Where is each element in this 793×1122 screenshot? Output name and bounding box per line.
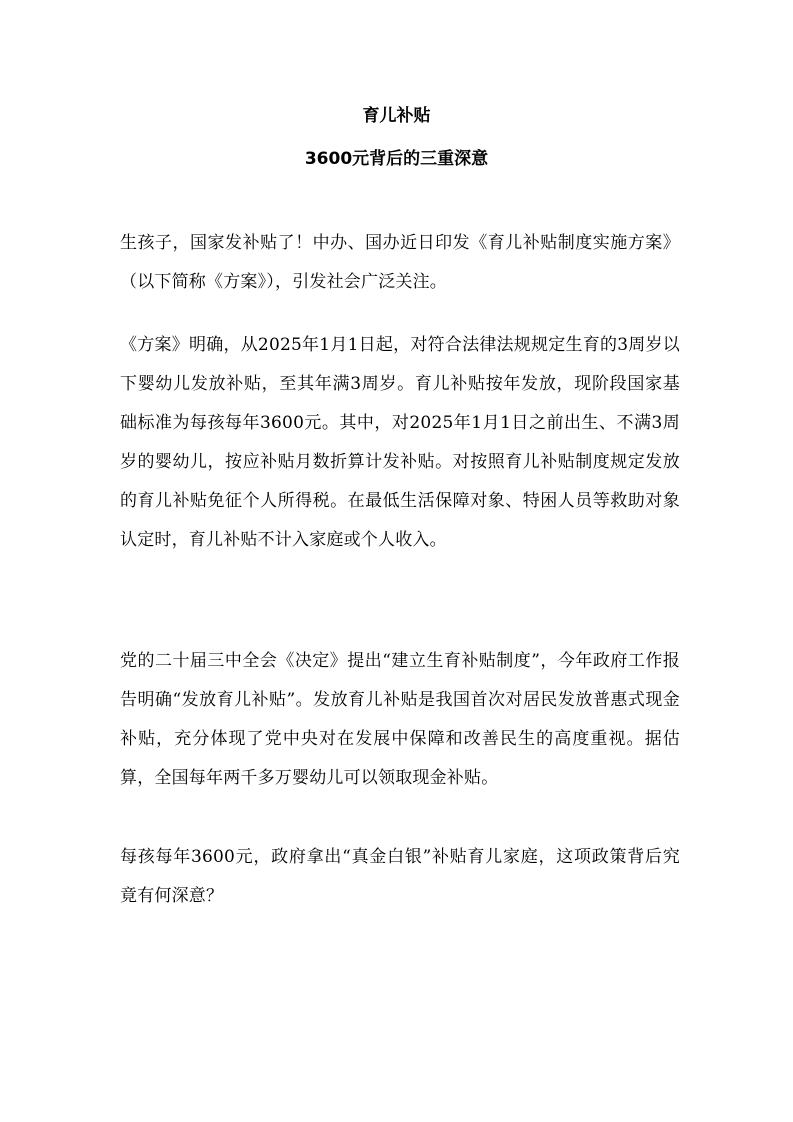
paragraph-background: 党的二十届三中全会《决定》提出“建立生育补贴制度”，今年政府工作报告明确“发放育儿补贴”。发放育儿补贴是我国首次对居民发放普惠式现金补贴，充分体现了党中央对在发展中保障和改善民生的高度重视。据估算，全国每年两千多万婴幼儿可以领取现金补贴。 — [120, 651, 680, 788]
paragraph-question: 每孩每年3600元，政府拿出“真金白银”补贴育儿家庭，这项政策背后究竟有何深意？ — [120, 847, 680, 906]
paragraph-policy-details: 《方案》明确，从2025年1月1日起，对符合法律法规规定生育的3周岁以下婴幼儿发放补贴，至其年满3周岁。育儿补贴按年发放，现阶段国家基础标准为每孩每年3600元。其中，对2025年1月1日之前出生、不满3周岁的婴幼儿，按应补贴月数折算计发补贴。对按照育儿补贴制度规定发放的育儿补贴免征个人所得税。在最低生活保障对象、特困人员等救助对象认定时，育儿补贴不计入家庭或个人收入。 — [120, 335, 680, 550]
paragraph-intro: 生孩子，国家发补贴了！中办、国办近日印发《育儿补贴制度实施方案》（以下简称《方案》），引发社会广泛关注。 — [120, 233, 680, 292]
document-subtitle: 3600元背后的三重深意 — [304, 149, 489, 169]
document-title: 育儿补贴 — [362, 106, 431, 126]
